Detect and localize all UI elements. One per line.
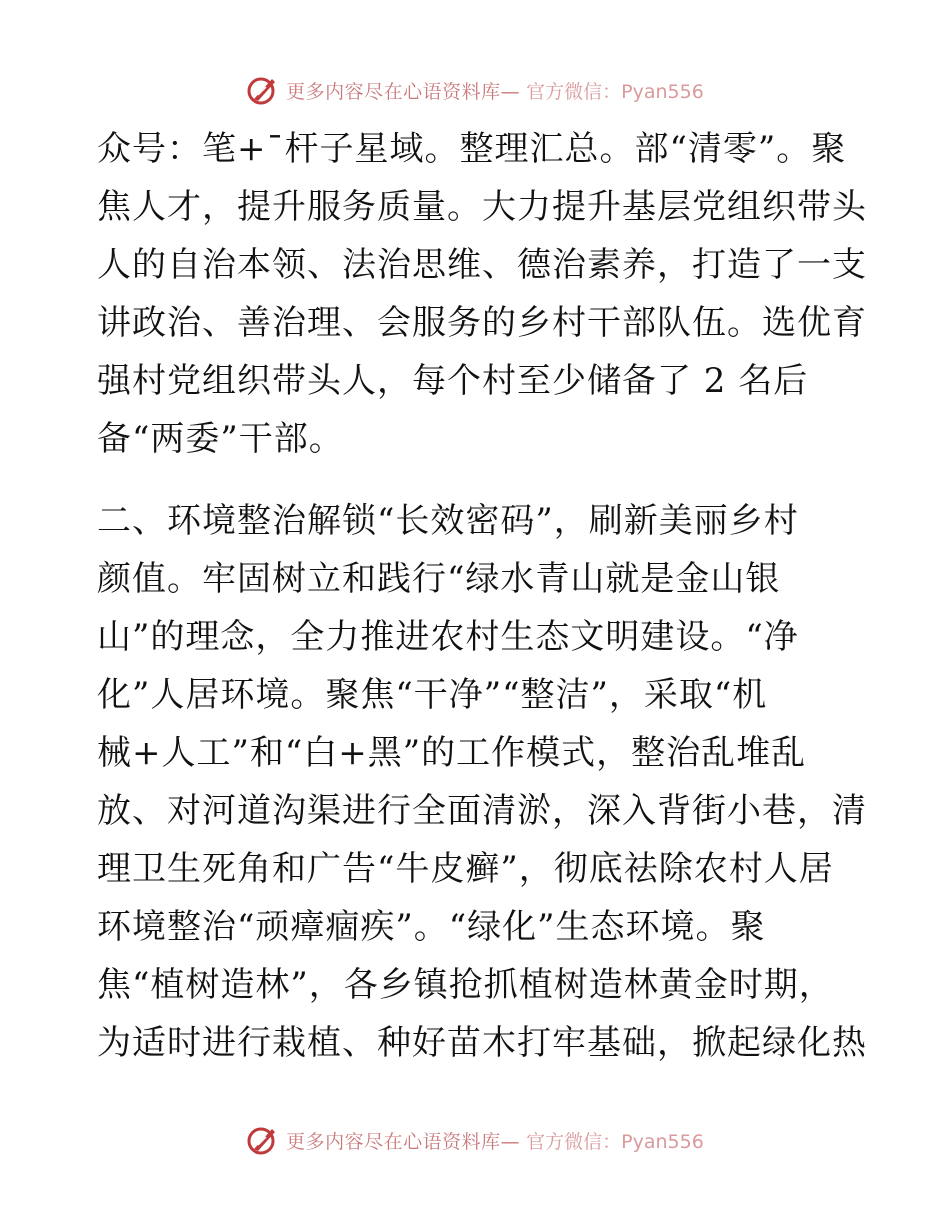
body-line: 山”的理念，全力推进农村生态文明建设。“净	[97, 617, 799, 657]
body-line: 化”人居环境。聚焦“干净”“整洁”，采取“机	[97, 675, 768, 715]
quill-logo-icon	[246, 73, 280, 107]
body-line: 械+人工”和“白+黑”的工作模式，整治乱堆乱	[97, 733, 807, 773]
body-line: 讲政治、善治理、会服务的乡村干部队伍。选优育	[97, 303, 867, 343]
footer-banner-contact: 官方微信：Pyan556	[526, 1130, 704, 1153]
body-line: 焦“植树造林”，各乡镇抢抓植树造林黄金时期，	[97, 965, 834, 1005]
body-line: 颜值。牢固树立和践行“绿水青山就是金山银	[97, 559, 781, 599]
document-body	[97, 120, 867, 1072]
body-line: 人的自治本领、法治思维、德治素养，打造了一支	[97, 245, 867, 285]
body-line: 强村党组织带头人，每个村至少储备了 2 名后	[97, 361, 809, 401]
body-line: 焦人才，提升服务质量。大力提升基层党组织带头	[97, 187, 867, 227]
body-line: 环境整治“顽瘴痼疾”。“绿化”生态环境。聚	[97, 907, 766, 947]
header-banner-contact: 官方微信：Pyan556	[526, 80, 704, 103]
footer-watermark-banner	[0, 1120, 950, 1160]
header-banner-text: 更多内容尽在心语资料库—	[286, 80, 521, 103]
body-line: 备“两委”干部。	[97, 419, 344, 459]
section-heading-line: 二、环境整治解锁“长效密码”，刷新美丽乡村	[97, 501, 799, 541]
body-line: 众号：笔+¯杆子星域。整理汇总。部“清零”。聚	[97, 129, 847, 169]
body-line: 理卫生死角和广告“牛皮癣”，彻底祛除农村人居	[97, 849, 834, 889]
quill-logo-icon	[246, 1123, 280, 1157]
header-watermark-banner	[0, 70, 950, 110]
body-line: 为适时进行栽植、种好苗木打牢基础，掀起绿化热	[97, 1023, 867, 1063]
body-line: 放、对河道沟渠进行全面清淤，深入背街小巷，清	[97, 791, 867, 831]
footer-banner-text: 更多内容尽在心语资料库—	[286, 1130, 521, 1153]
